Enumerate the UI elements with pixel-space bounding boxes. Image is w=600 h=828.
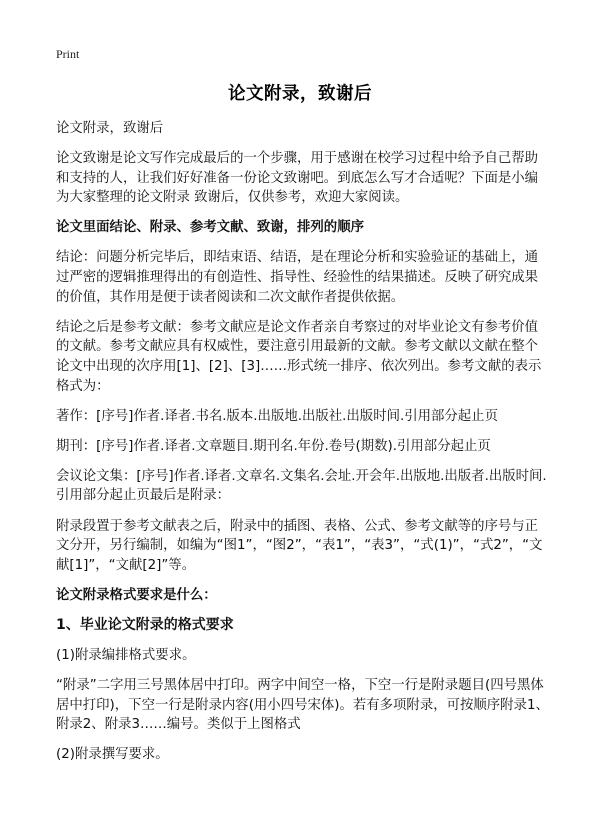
- conclusion-paragraph: 结论：问题分析完毕后，即结束语、结语，是在理论分析和实验验证的基础上，通过严密的逻辑推理得出的有创造性、指导性、经验性的结果描述。反映了研究成果的价值，其作用是便于读者阅读和二次文献作者提供依据。: [56, 250, 539, 305]
- conference-format-paragraph: 会议论文集：[序号]作者.译者.文章名.文集名.会址.开会年.出版地.出版者.出版时间.引用部分起止页最后是附录：: [56, 468, 547, 504]
- subtitle-paragraph: 论文附录，致谢后: [56, 121, 164, 136]
- item-1-paragraph: (1)附录编排格式要求。: [56, 647, 196, 663]
- print-label: Print: [56, 47, 80, 61]
- section-heading-order: 论文里面结论、附录、参考文献、致谢，排列的顺序: [56, 220, 364, 236]
- item-2-paragraph: (2)附录撰写要求。: [56, 747, 169, 763]
- appendix-paragraph: 附录段置于参考文献表之后，附录中的插图、表格、公式、参考文献等的序号与正文分开，另行编制，如编为“图1”，“图2”，“表1”，“表3”，“式(1)”，“式2”，“文献[1]”，“文献[2]”等。: [56, 518, 543, 573]
- journal-format-paragraph: 期刊：[序号]作者.译者.文章题目.期刊名.年份.卷号(期数).引用部分起止页: [56, 438, 491, 454]
- references-paragraph: 结论之后是参考文献：参考文献应是论文作者亲自考察过的对毕业论文有参考价值的文献。参考文献应具有权威性，要注意引用最新的文献。参考文献以文献在整个论文中出现的次序用[1]、[2]、[3]……形式统一排序、依次列出。参考文献的表示格式为：: [56, 319, 542, 394]
- document-body: [56, 119, 551, 775]
- section-heading-requirements: 论文附录格式要求是什么：: [56, 587, 217, 603]
- intro-paragraph: 论文致谢是论文写作完成最后的一个步骤，用于感谢在校学习过程中给予自己帮助和支持的人，让我们好好准备一份论文致谢吧。到底怎么写才合适呢？下面是小编为大家整理的论文附录 致谢后，仅供参考，欢迎大家阅读。: [56, 151, 539, 206]
- book-format-paragraph: 著作：[序号]作者.译者.书名.版本.出版地.出版社.出版时间.引用部分起止页: [56, 408, 498, 424]
- section-heading-1: 1、毕业论文附录的格式要求: [56, 616, 234, 633]
- page-title: 论文附录，致谢后: [228, 84, 372, 104]
- item-1-text-paragraph: “附录”二字用三号黑体居中打印。两字中间空一格，下空一行是附录题目(四号黑体居中打印)，下空一行是附录内容(用小四号宋体)。若有多项附录，可按顺序附录1、附录2、附录3……编号。类似于上图格式: [56, 678, 549, 733]
